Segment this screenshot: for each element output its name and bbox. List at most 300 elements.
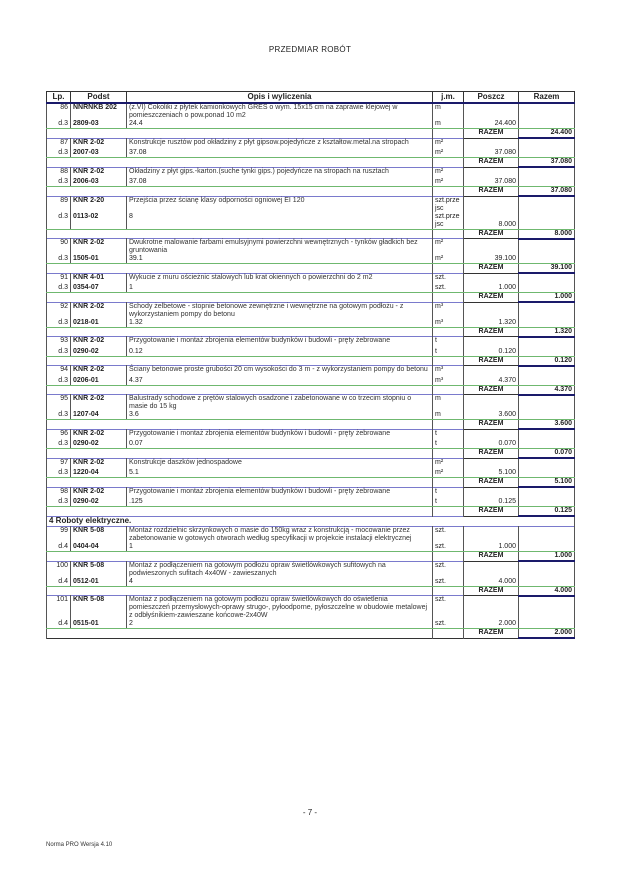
item-razem-empty — [519, 620, 575, 629]
item-poszcz-empty — [464, 196, 519, 213]
item-poszcz-empty — [464, 167, 519, 178]
item-razem-empty — [519, 440, 575, 449]
item-poszcz: 24.400 — [464, 120, 519, 129]
item-code: 0290-02 — [71, 348, 127, 357]
razem-row — [47, 552, 575, 562]
razem-value: 37.080 — [519, 187, 575, 197]
item-calc-row — [47, 469, 575, 478]
item-unit: m — [433, 395, 464, 412]
razem-label: RAZEM — [464, 356, 519, 366]
item-calculation: 8 — [127, 213, 433, 230]
razem-blank-unit — [433, 478, 464, 488]
item-unit: szt. — [433, 596, 464, 621]
item-unit-calc: szt.prze jsc — [433, 213, 464, 230]
razem-label: RAZEM — [464, 420, 519, 430]
item-poszcz: 3.600 — [464, 411, 519, 420]
item-unit: m³ — [433, 302, 464, 319]
item-description: Montaż z podłączeniem na gotowym podłożu opraw świetlówkowych do oświetlenia pomieszczeń przemysłowych-oprawy strugo-, pyłoodporne, pyłoszczelne w obudowie metalowej z odbłyśnikiem-zawieszane końcowe-2x40W — [127, 596, 433, 621]
item-section-ref: d.3 — [47, 411, 71, 420]
item-podst: NNRNKB 202 — [71, 103, 127, 120]
item-poszcz-empty — [464, 366, 519, 377]
item-code: 0515-01 — [71, 620, 127, 629]
item-unit-calc: szt. — [433, 620, 464, 629]
item-unit-calc: m² — [433, 149, 464, 158]
item-calculation: 24.4 — [127, 120, 433, 129]
item-podst: KNR 2-02 — [71, 138, 127, 149]
item-section-ref: d.3 — [47, 213, 71, 230]
razem-blank-unit — [433, 552, 464, 562]
razem-blank — [47, 187, 433, 197]
item-poszcz-empty — [464, 138, 519, 149]
item-code: 0218-01 — [71, 319, 127, 328]
item-razem-empty — [519, 429, 575, 440]
item-row — [47, 138, 575, 149]
item-razem-empty — [519, 458, 575, 469]
razem-blank-unit — [433, 385, 464, 395]
item-razem-empty — [519, 120, 575, 129]
header-lp: Lp. — [47, 92, 71, 104]
item-calculation: 0.12 — [127, 348, 433, 357]
item-razem-empty — [519, 469, 575, 478]
item-code: 0290-02 — [71, 440, 127, 449]
section-title: 4 Roboty elektryczne. — [47, 516, 575, 527]
item-lp: 94 — [47, 366, 71, 377]
razem-row — [47, 586, 575, 596]
item-unit-calc: szt. — [433, 284, 464, 293]
item-row — [47, 395, 575, 412]
razem-value: 0.125 — [519, 507, 575, 517]
item-section-ref: d.3 — [47, 149, 71, 158]
item-poszcz: 5.100 — [464, 469, 519, 478]
item-podst: KNR 2-02 — [71, 302, 127, 319]
razem-blank-unit — [433, 129, 464, 139]
footer-note: Norma PRO Wersja 4.10 — [46, 842, 113, 848]
item-calc-row — [47, 543, 575, 552]
item-calculation: 4 — [127, 578, 433, 587]
item-lp: 93 — [47, 337, 71, 348]
razem-row — [47, 629, 575, 639]
razem-label: RAZEM — [464, 385, 519, 395]
item-row — [47, 429, 575, 440]
item-calculation: 2 — [127, 620, 433, 629]
item-razem-empty — [519, 366, 575, 377]
item-poszcz: 0.070 — [464, 440, 519, 449]
item-podst: KNR 2-02 — [71, 487, 127, 498]
item-section-ref: d.3 — [47, 120, 71, 129]
item-row — [47, 458, 575, 469]
razem-blank-unit — [433, 629, 464, 639]
razem-blank — [47, 629, 433, 639]
razem-value: 24.400 — [519, 129, 575, 139]
razem-label: RAZEM — [464, 293, 519, 303]
razem-blank — [47, 229, 433, 239]
item-description: Balustrady schodowe z prętów stalowych osadzone i zabetonowane w co trzecim stopniu o masie do 15 kg — [127, 395, 433, 412]
item-razem-empty — [519, 543, 575, 552]
razem-blank-unit — [433, 293, 464, 303]
item-unit-calc: t — [433, 348, 464, 357]
item-razem-empty — [519, 337, 575, 348]
item-podst: KNR 2-02 — [71, 239, 127, 256]
item-section-ref: d.3 — [47, 498, 71, 507]
razem-blank — [47, 293, 433, 303]
item-unit: m² — [433, 458, 464, 469]
item-razem-empty — [519, 498, 575, 507]
item-poszcz-empty — [464, 302, 519, 319]
item-row — [47, 337, 575, 348]
item-poszcz: 4.370 — [464, 377, 519, 386]
item-section-ref: d.4 — [47, 543, 71, 552]
item-code: 0206-01 — [71, 377, 127, 386]
item-code: 1505-01 — [71, 255, 127, 264]
item-poszcz-empty — [464, 458, 519, 469]
item-unit: szt. — [433, 561, 464, 578]
item-row — [47, 103, 575, 120]
razem-label: RAZEM — [464, 629, 519, 639]
item-lp: 101 — [47, 596, 71, 621]
item-description: Okładziny z płyt gips.-karton.(suche tynki gips.) pojedyńcze na stropach na rusztach — [127, 167, 433, 178]
razem-value: 39.100 — [519, 264, 575, 274]
item-unit: m² — [433, 239, 464, 256]
razem-label: RAZEM — [464, 264, 519, 274]
item-calculation: 37.08 — [127, 178, 433, 187]
item-unit-calc: m² — [433, 255, 464, 264]
razem-label: RAZEM — [464, 507, 519, 517]
item-poszcz: 39.100 — [464, 255, 519, 264]
item-lp: 99 — [47, 527, 71, 544]
razem-blank — [47, 356, 433, 366]
item-poszcz: 37.080 — [464, 178, 519, 187]
item-unit: m² — [433, 167, 464, 178]
item-code: 2007-03 — [71, 149, 127, 158]
item-unit-calc: m³ — [433, 377, 464, 386]
item-section-ref: d.3 — [47, 377, 71, 386]
razem-label: RAZEM — [464, 586, 519, 596]
item-calc-row — [47, 178, 575, 187]
item-unit-calc: m³ — [433, 319, 464, 328]
item-calculation: 37.08 — [127, 149, 433, 158]
item-poszcz-empty — [464, 487, 519, 498]
item-unit: t — [433, 337, 464, 348]
item-description: (z.VI) Cokoliki z płytek kamionkowych GRES o wym. 15x15 cm na zaprawie klejowej w pomieszczeniach o pow.ponad 10 m2 — [127, 103, 433, 120]
razem-blank — [47, 552, 433, 562]
item-calc-row — [47, 411, 575, 420]
item-lp: 86 — [47, 103, 71, 120]
item-razem-empty — [519, 348, 575, 357]
razem-row — [47, 187, 575, 197]
item-razem-empty — [519, 167, 575, 178]
item-unit: t — [433, 429, 464, 440]
razem-row — [47, 264, 575, 274]
item-lp: 89 — [47, 196, 71, 213]
item-unit-calc: szt. — [433, 578, 464, 587]
item-razem-empty — [519, 196, 575, 213]
item-section-ref: d.3 — [47, 319, 71, 328]
razem-row — [47, 293, 575, 303]
item-code: 1220-04 — [71, 469, 127, 478]
item-calc-row — [47, 377, 575, 386]
item-code: 0354-07 — [71, 284, 127, 293]
item-code: 2809-03 — [71, 120, 127, 129]
item-calculation: 4.37 — [127, 377, 433, 386]
item-razem-empty — [519, 596, 575, 621]
razem-blank-unit — [433, 449, 464, 459]
razem-row — [47, 356, 575, 366]
razem-blank — [47, 327, 433, 337]
razem-value: 1.320 — [519, 327, 575, 337]
item-calc-row — [47, 284, 575, 293]
item-description: Przygotowanie i montaż zbrojenia elementów budynków i budowli - pręty żebrowane — [127, 337, 433, 348]
table-header-row — [47, 92, 575, 104]
item-code: 0404-04 — [71, 543, 127, 552]
item-poszcz: 4.000 — [464, 578, 519, 587]
item-unit: m² — [433, 138, 464, 149]
razem-label: RAZEM — [464, 129, 519, 139]
razem-label: RAZEM — [464, 478, 519, 488]
item-poszcz-empty — [464, 337, 519, 348]
razem-label: RAZEM — [464, 327, 519, 337]
item-section-ref: d.4 — [47, 620, 71, 629]
item-code: 1207-04 — [71, 411, 127, 420]
razem-value: 1.000 — [519, 293, 575, 303]
item-lp: 96 — [47, 429, 71, 440]
razem-value: 0.070 — [519, 449, 575, 459]
razem-blank — [47, 449, 433, 459]
item-calculation: 0.07 — [127, 440, 433, 449]
item-section-ref: d.3 — [47, 469, 71, 478]
item-row — [47, 596, 575, 621]
item-description: Montaż rozdzielnic skrzynkowych o masie do 150kg wraz z konstrukcją - mocowanie przez zabetonowanie w gotowych otworach według specyfikacji w projekcie instalacji elektrycznej — [127, 527, 433, 544]
item-section-ref: d.4 — [47, 578, 71, 587]
item-calc-row — [47, 213, 575, 230]
item-row — [47, 527, 575, 544]
item-razem-empty — [519, 319, 575, 328]
header-poszcz: Poszcz — [464, 92, 519, 104]
item-unit: m³ — [433, 366, 464, 377]
item-razem-empty — [519, 178, 575, 187]
item-poszcz: 37.080 — [464, 149, 519, 158]
item-description: Schody żelbetowe - stopnie betonowe zewnętrzne i wewnętrzne na gotowym podłożu - z wykorzystaniem pompy do betonu — [127, 302, 433, 319]
item-razem-empty — [519, 578, 575, 587]
item-row — [47, 366, 575, 377]
item-lp: 90 — [47, 239, 71, 256]
item-description: Konstrukcje daszków jednospadowe — [127, 458, 433, 469]
razem-blank — [47, 264, 433, 274]
item-section-ref: d.3 — [47, 348, 71, 357]
item-calc-row — [47, 440, 575, 449]
item-poszcz: 0.120 — [464, 348, 519, 357]
item-lp: 100 — [47, 561, 71, 578]
item-description: Konstrukcje rusztów pod okładziny z płyt gipsow.pojedyńcze z kształtow.metal.na stropach — [127, 138, 433, 149]
razem-blank-unit — [433, 187, 464, 197]
item-calc-row — [47, 255, 575, 264]
razem-blank — [47, 586, 433, 596]
item-description: Montaż z podłączeniem na gotowym podłożu opraw świetlówkowych sufitowych na podwieszonych sufitach 4x40W - zawieszanych — [127, 561, 433, 578]
item-lp: 88 — [47, 167, 71, 178]
item-unit-calc: m² — [433, 178, 464, 187]
item-description: Przejścia przez ścianę klasy odporności ogniowej EI 120 — [127, 196, 433, 213]
item-unit-calc: szt. — [433, 543, 464, 552]
razem-blank — [47, 507, 433, 517]
razem-value: 1.000 — [519, 552, 575, 562]
item-calculation: 3.6 — [127, 411, 433, 420]
item-calc-row — [47, 348, 575, 357]
razem-row — [47, 158, 575, 168]
razem-value: 4.370 — [519, 385, 575, 395]
item-poszcz: 1.000 — [464, 284, 519, 293]
item-poszcz-empty — [464, 395, 519, 412]
item-row — [47, 487, 575, 498]
item-description: Przygotowanie i montaż zbrojenia elementów budynków i budowli - pręty żebrowane — [127, 487, 433, 498]
item-code: 0512-01 — [71, 578, 127, 587]
item-description: Ściany betonowe proste grubości 20 cm wysokości do 3 m - z wykorzystaniem pompy do betonu — [127, 366, 433, 377]
item-unit: t — [433, 487, 464, 498]
item-razem-empty — [519, 395, 575, 412]
item-unit: szt. — [433, 273, 464, 284]
item-calculation: 1 — [127, 284, 433, 293]
item-poszcz-empty — [464, 429, 519, 440]
item-razem-empty — [519, 561, 575, 578]
item-podst: KNR 2-20 — [71, 196, 127, 213]
razem-blank-unit — [433, 327, 464, 337]
item-podst: KNR 5-08 — [71, 596, 127, 621]
item-unit: m — [433, 103, 464, 120]
item-calculation: .125 — [127, 498, 433, 507]
header-podst: Podst — [71, 92, 127, 104]
header-razem: Razem — [519, 92, 575, 104]
razem-value: 0.120 — [519, 356, 575, 366]
item-poszcz: 1.000 — [464, 543, 519, 552]
razem-row — [47, 449, 575, 459]
item-razem-empty — [519, 411, 575, 420]
razem-blank — [47, 158, 433, 168]
razem-row — [47, 129, 575, 139]
item-calc-row — [47, 578, 575, 587]
item-razem-empty — [519, 302, 575, 319]
item-unit-calc: t — [433, 498, 464, 507]
item-row — [47, 561, 575, 578]
item-razem-empty — [519, 377, 575, 386]
item-section-ref: d.3 — [47, 178, 71, 187]
razem-label: RAZEM — [464, 158, 519, 168]
item-podst: KNR 5-08 — [71, 561, 127, 578]
item-podst: KNR 2-02 — [71, 395, 127, 412]
item-row — [47, 167, 575, 178]
razem-row — [47, 385, 575, 395]
bill-of-quantities-table — [46, 91, 575, 639]
razem-value: 37.080 — [519, 158, 575, 168]
item-poszcz-empty — [464, 103, 519, 120]
razem-row — [47, 229, 575, 239]
item-calc-row — [47, 149, 575, 158]
item-row — [47, 239, 575, 256]
item-poszcz: 1.320 — [464, 319, 519, 328]
item-poszcz-empty — [464, 596, 519, 621]
item-row — [47, 273, 575, 284]
item-section-ref: d.3 — [47, 284, 71, 293]
item-row — [47, 302, 575, 319]
item-code: 2006-03 — [71, 178, 127, 187]
item-podst: KNR 2-02 — [71, 458, 127, 469]
razem-label: RAZEM — [464, 229, 519, 239]
item-razem-empty — [519, 149, 575, 158]
item-razem-empty — [519, 239, 575, 256]
item-calc-row — [47, 319, 575, 328]
razem-blank — [47, 478, 433, 488]
item-unit: szt.prze jsc — [433, 196, 464, 213]
razem-blank-unit — [433, 264, 464, 274]
item-code: 0290-02 — [71, 498, 127, 507]
item-lp: 97 — [47, 458, 71, 469]
item-lp: 95 — [47, 395, 71, 412]
item-calculation: 39.1 — [127, 255, 433, 264]
item-description: Dwukrotne malowanie farbami emulsyjnymi powierzchni wewnętrznych - tynków gładkich bez gruntowania — [127, 239, 433, 256]
item-poszcz-empty — [464, 527, 519, 544]
razem-label: RAZEM — [464, 449, 519, 459]
razem-row — [47, 507, 575, 517]
razem-row — [47, 420, 575, 430]
table-body — [47, 103, 575, 638]
item-podst: KNR 4-01 — [71, 273, 127, 284]
item-poszcz-empty — [464, 239, 519, 256]
razem-label: RAZEM — [464, 552, 519, 562]
header-jm: j.m. — [433, 92, 464, 104]
item-podst: KNR 5-08 — [71, 527, 127, 544]
razem-value: 4.000 — [519, 586, 575, 596]
page-title: PRZEDMIAR ROBÓT — [268, 45, 352, 54]
razem-value: 3.600 — [519, 420, 575, 430]
item-razem-empty — [519, 213, 575, 230]
item-unit-calc: t — [433, 440, 464, 449]
item-section-ref: d.3 — [47, 440, 71, 449]
razem-row — [47, 478, 575, 488]
item-calc-row — [47, 620, 575, 629]
section-row — [47, 516, 575, 527]
razem-label: RAZEM — [464, 187, 519, 197]
razem-blank — [47, 420, 433, 430]
item-lp: 91 — [47, 273, 71, 284]
item-calc-row — [47, 120, 575, 129]
item-podst: KNR 2-02 — [71, 337, 127, 348]
razem-value: 5.100 — [519, 478, 575, 488]
razem-blank-unit — [433, 356, 464, 366]
header-opis: Opis i wyliczenia — [127, 92, 433, 104]
item-lp: 87 — [47, 138, 71, 149]
item-poszcz: 2.000 — [464, 620, 519, 629]
item-poszcz: 8.000 — [464, 213, 519, 230]
item-poszcz-empty — [464, 273, 519, 284]
item-description: Wykucie z muru ościeżnic stalowych lub krat okiennych o powierzchni do 2 m2 — [127, 273, 433, 284]
item-calculation: 1 — [127, 543, 433, 552]
item-razem-empty — [519, 255, 575, 264]
item-podst: KNR 2-02 — [71, 429, 127, 440]
razem-blank-unit — [433, 420, 464, 430]
item-razem-empty — [519, 527, 575, 544]
item-calc-row — [47, 498, 575, 507]
item-poszcz: 0.125 — [464, 498, 519, 507]
item-description: Przygotowanie i montaż zbrojenia elementów budynków i budowli - pręty żebrowane — [127, 429, 433, 440]
item-razem-empty — [519, 138, 575, 149]
item-section-ref: d.3 — [47, 255, 71, 264]
item-razem-empty — [519, 284, 575, 293]
razem-blank — [47, 385, 433, 395]
item-unit-calc: m — [433, 411, 464, 420]
item-lp: 98 — [47, 487, 71, 498]
razem-value: 2.000 — [519, 629, 575, 639]
item-unit-calc: m² — [433, 469, 464, 478]
item-calculation: 1.32 — [127, 319, 433, 328]
razem-value: 8.000 — [519, 229, 575, 239]
item-unit: szt. — [433, 527, 464, 544]
